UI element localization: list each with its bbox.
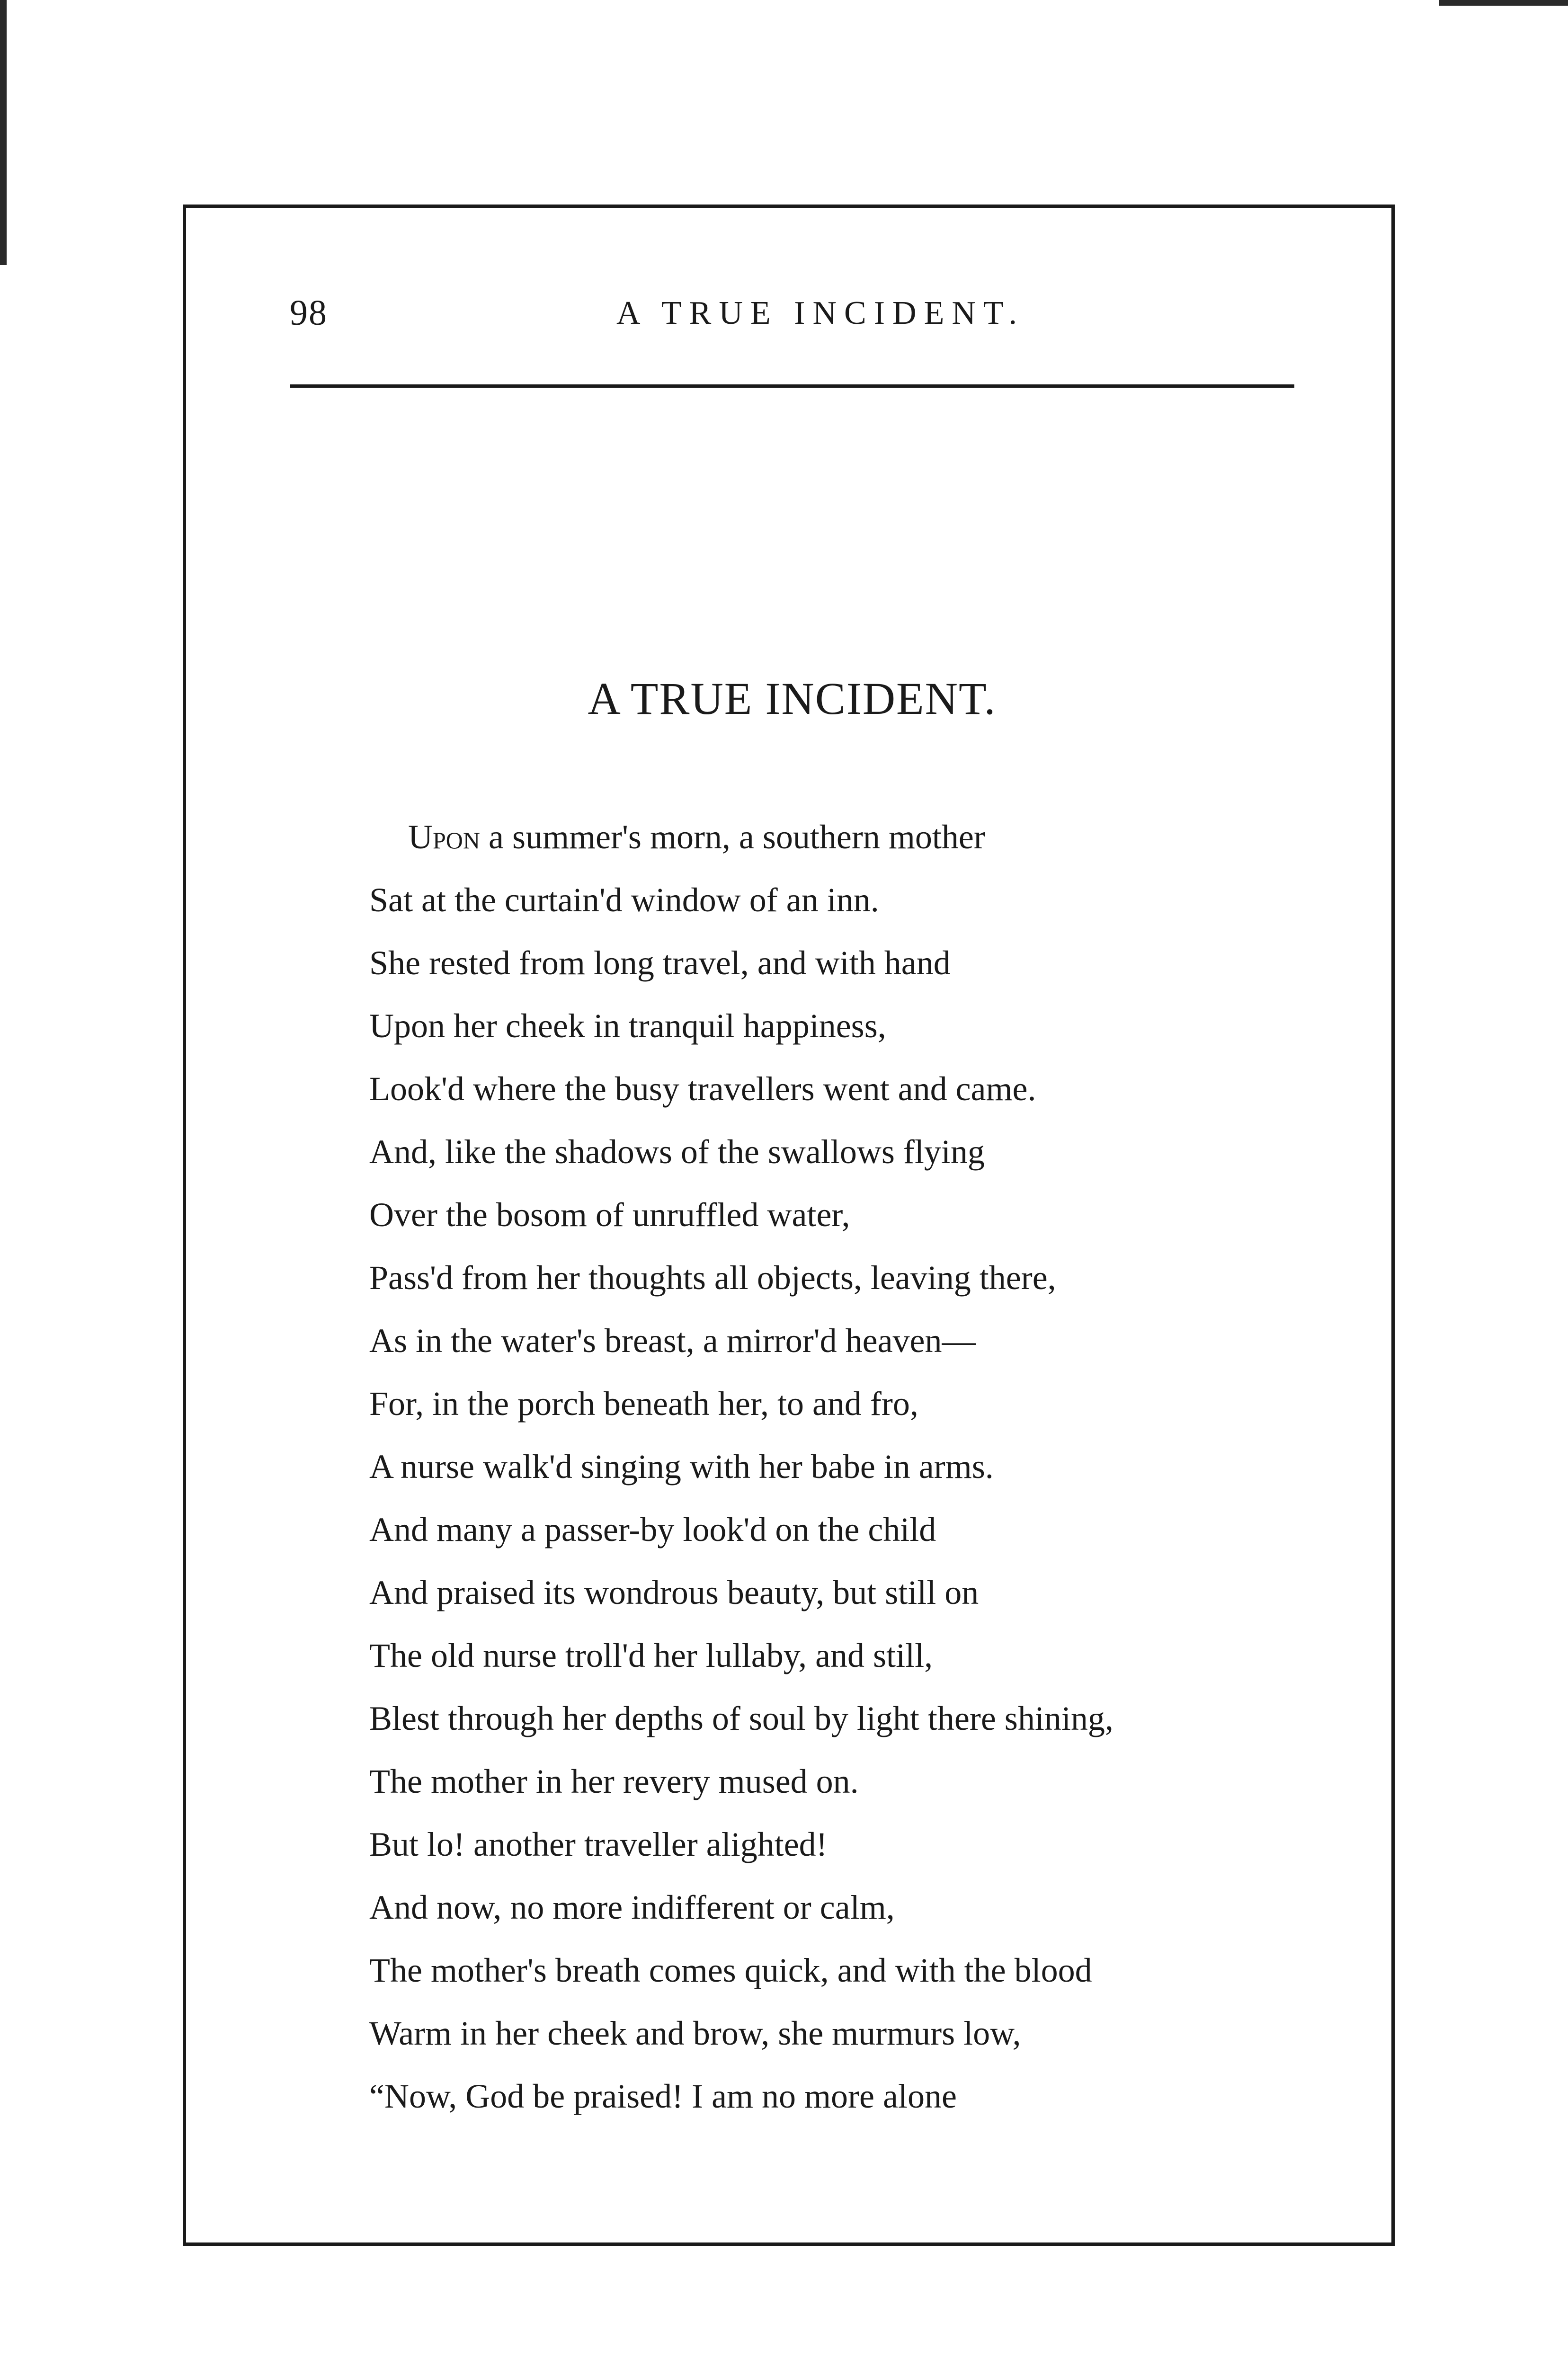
- poem-line: Pass'd from her thoughts all objects, leaving there,: [369, 1259, 1056, 1297]
- poem-line: And many a passer-by look'd on the child: [369, 1511, 936, 1548]
- poem-line: The mother's breath comes quick, and with the blood: [369, 1951, 1092, 1989]
- drop-word: Upon: [408, 818, 481, 856]
- poem-line: And praised its wondrous beauty, but still on: [369, 1574, 979, 1611]
- poem-line: [369, 806, 1316, 869]
- page-number: 98: [290, 293, 328, 333]
- poem-line: And now, no more indifferent or calm,: [369, 1888, 895, 1926]
- poem-line: Look'd where the busy travellers went and came.: [369, 1070, 1036, 1108]
- poem-line: Upon her cheek in tranquil happiness,: [369, 1007, 886, 1045]
- poem-line: She rested from long travel, and with hand: [369, 944, 951, 982]
- running-head: [290, 289, 1294, 346]
- poem-line: But lo! another traveller alighted!: [369, 1825, 828, 1863]
- header-rule: [290, 384, 1294, 388]
- poem-line: For, in the porch beneath her, to and fro,: [369, 1385, 918, 1423]
- poem-line: Blest through her depths of soul by light there shining,: [369, 1700, 1114, 1737]
- poem-line: As in the water's breast, a mirror'd heaven—: [369, 1322, 976, 1360]
- poem-line: The old nurse troll'd her lullaby, and still,: [369, 1637, 933, 1674]
- poem-body: [369, 806, 1316, 2128]
- poem-line: Over the bosom of unruffled water,: [369, 1196, 850, 1234]
- poem-line: Sat at the curtain'd window of an inn.: [369, 881, 879, 919]
- poem-line: The mother in her revery mused on.: [369, 1762, 859, 1800]
- first-line-text: a summer's morn, a southern mother: [480, 818, 985, 856]
- scan-edge-mark: [0, 0, 7, 265]
- poem-line: “Now, God be praised! I am no more alone: [369, 2077, 957, 2115]
- poem-line: A nurse walk'd singing with her babe in arms.: [369, 1448, 994, 1486]
- poem-title: A TRUE INCIDENT.: [588, 673, 997, 724]
- poem-line: And, like the shadows of the swallows flying: [369, 1133, 985, 1171]
- running-title: A TRUE INCIDENT.: [616, 295, 1025, 331]
- scan-top-mark: [1439, 0, 1568, 6]
- poem-line: Warm in her cheek and brow, she murmurs low,: [369, 2014, 1021, 2052]
